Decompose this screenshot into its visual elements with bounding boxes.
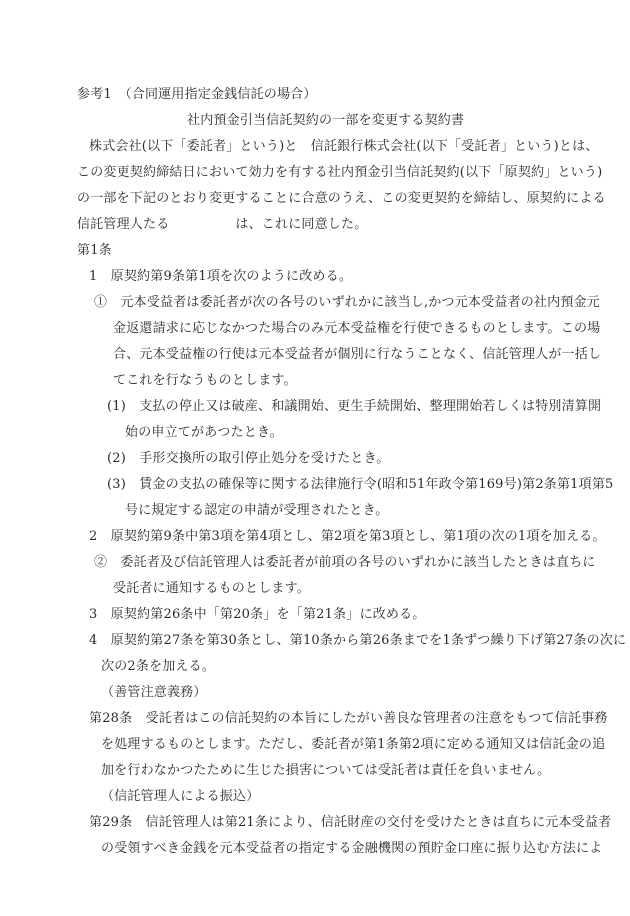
article-caption: （善管注意義務） [101,685,207,700]
amendment-item: 次の2条を加える。 [101,659,216,674]
article-line: 加を行わなかつたために生じた損害については受託者は責任を負いません。 [101,763,551,778]
clause-line: 受託者に通知するものとします。 [113,581,310,596]
sub-item: (1) 支払の停止又は破産、和議開始、更生手続開始、整理開始若しくは特別清算開 [107,399,602,414]
clause-line: 金返還請求に応じなかつた場合のみ元本受益権を行使できるものとします。この場 [113,321,601,336]
clause-line: ② 委託者及び信託管理人は委託者が前項の各号のいずれかに該当したときは直ちに [94,555,596,570]
amendment-item: 1 原契約第9条第1項を次のように改める。 [89,269,353,284]
amendment-item: 4 原契約第27条を第30条とし、第10条から第26条までを1条ずつ繰り下げ第27条の次に [89,633,627,648]
reference-label: 参考1 （合同運用指定金銭信託の場合） [77,87,317,102]
clause-line: 合、元本受益権の行使は元本受益者が個別に行なうことなく、信託管理人が一括し [113,347,602,362]
preamble-line: 信託管理人たる は、これに同意した。 [77,217,368,232]
sub-item: (3) 賃金の支払の確保等に関する法律施行令(昭和51年政令第169号)第2条第1項第5 [107,477,614,492]
amendment-item: 2 原契約第9条中第3項を第4項とし、第2項を第3項とし、第1項の次の1項を加える。 [89,529,606,544]
article-line: の受領すべき金銭を元本受益者の指定する金融機関の預貯金口座に振り込む方法によ [101,841,603,856]
article-caption: （信託管理人による振込） [101,789,260,804]
article-line: 第28条 受託者はこの信託契約の本旨にしたがい善良な管理者の注意をもつて信託事務 [89,711,608,726]
article-line: 第29条 信託管理人は第21条により、信託財産の交付を受けたときは直ちに元本受益者 [89,815,612,830]
preamble-line: この変更契約締結日において効力を有する社内預金引当信託契約(以下「原契約」という) [77,165,603,180]
article-line: を処理するものとします。ただし、委託者が第1条第2項に定める通知又は信託金の追 [101,737,606,752]
sub-item: (2) 手形交換所の取引停止処分を受けたとき。 [107,451,390,466]
document-title: 社内預金引当信託契約の一部を変更する契約書 [187,113,465,128]
clause-line: てこれを行なうものとします。 [113,373,297,388]
clause-line: ① 元本受益者は委託者が次の各号のいずれかに該当し,かつ元本受益者の社内預金元 [94,295,600,310]
article-heading: 第1条 [77,243,112,258]
preamble-line: の一部を下記のとおり変更することに合意のうえ、この変更契約を締結し、原契約による [77,191,606,206]
sub-item: 始の申立てがあつたとき。 [125,425,283,440]
amendment-item: 3 原契約第26条中「第20条」を「第21条」に改める。 [89,607,426,622]
sub-item: 号に規定する認定の申請が受理されたとき。 [125,503,389,518]
preamble-line: 株式会社(以下「委託者」という)と 信託銀行株式会社(以下「受託者」という)とは、 [89,139,599,154]
